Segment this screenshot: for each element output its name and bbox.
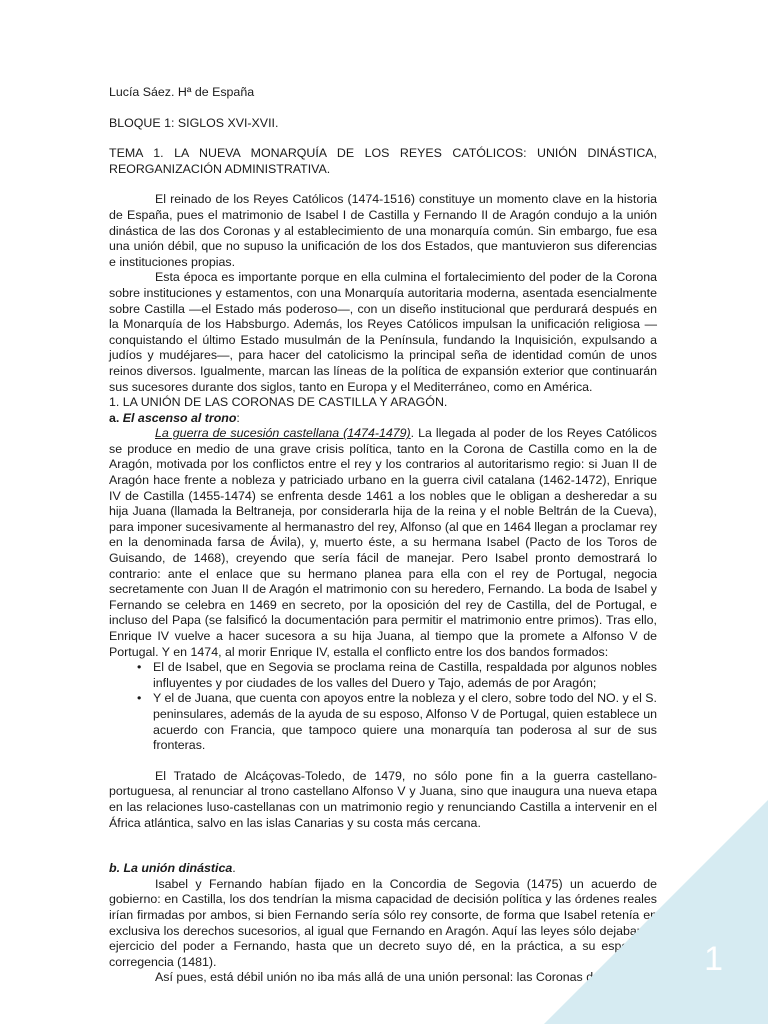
succession-war-text: . La llegada al poder de los Reyes Católicos se produce en medio de una grave crisis política, tanto en la Corona de Castilla como en la de Aragón, motivada por los conflictos entre el rey y los contrarios al autoritarismo regio: si Juan II de Aragón hace frente a nobleza y patriciado urbano en la guerra civil catalana (1462-1472), Enrique IV de Castilla (1455-1474) se enfrenta desde 1461 a los nobles que le obligan a desheredar a su hija Juana (llamada la Beltraneja, por considerarla hija de la reina y el noble Beltrán de la Cueva), para imponer sucesivamente al hermanastro del rey, Alfonso (al que en 1464 llegan a proclamar rey en la denominada farsa de Ávila), y, muerto éste, a su hermana Isabel (Pacto de los Toros de Guisando, de 1468), creyendo que sería fácil de manejar. Pero Isabel pronto demostrará lo contrario: ante el enlace que su hermano planea para ella con el rey de Portugal, negocia secretamente con Juan II de Aragón el matrimonio con su heredero, Fernando. La boda de Isabel y Fernando se celebra en 1469 en secreto, por la oposición del rey de Castilla, del de Portugal, e incluso del Papa (se falsificó la documentación para permitir el matrimonio entre primos). Tras ello, Enrique IV vuelve a hacer sucesora a su hija Juana, al tiempo que la promete a Alfonso V de Portugal. Y en 1474, al morir Enrique IV, estalla el conflicto entre los dos bandos formados: <box>109 426 658 659</box>
list-item <box>137 660 657 691</box>
intro-paragraph-1: El reinado de los Reyes Católicos (1474-1516) constituye un momento clave en la historia de España, pues el matrimonio de Isabel I de Castilla y Fernando II de Aragón condujo a la unión dinástica de las dos Coronas y al establecimiento de una monarquía común. Sin embargo, fue esa una unión débil, que no supuso la unificación de los dos Estados, que mantuvieron sus diferencias e instituciones propias. <box>109 192 657 269</box>
union-paragraph-1: Isabel y Fernando habían fijado en la Concordia de Segovia (1475) un acuerdo de gobierno: en Castilla, los dos tendrían la misma capacidad de decisión política y las órdenes reales irían firmadas por ambos, si bien Fernando sería sólo rey consorte, de forma que Isabel retenía en exclusiva los derechos sucesorios, al igual que Fernando en Aragón. Aquí las leyes sólo dejaban el ejercicio del poder a Fernando, hasta que un decreto suyo dé, en la práctica, a su esposa la corregencia (1481). <box>109 876 657 969</box>
list-item-text: El de Isabel, que en Segovia se proclama reina de Castilla, respaldada por algunos nobles influyentes y por ciudades de los valles del Duero y Tajo, además de por Aragón; <box>153 660 657 690</box>
list-item-text: Y el de Juana, que cuenta con apoyos entre la nobleza y el clero, sobre todo del NO. y el S. peninsulares, además de la ayuda de su esposo, Alfonso V de Portugal, quien establece un acuerdo con Francia, que tampoco quiere una monarquía tan poderosa al sur de sus fronteras. <box>153 691 657 753</box>
intro-paragraph-2: Esta época es importante porque en ella culmina el fortalecimiento del poder de la Corona sobre instituciones y estamentos, con una Monarquía autoritaria moderna, asentada esencialmente sobre Castilla —el Estado más poderoso—, con un diseño institucional que perdurará después en la Monarquía de los Habsburgo. Además, los Reyes Católicos impulsan la unificación religiosa —conquistando el último Estado musulmán de la Península, fundando la Inquisición, expulsando a judíos y mudéjares—, para hacer del catolicismo la principal seña de identidad común de unos reinos diversos. Igualmente, marcan las líneas de la política de expansión exterior que continuarán sus sucesores durante dos siglos, tanto en Europa y el Mediterráneo, como en América. <box>109 270 657 394</box>
bullet-icon: • <box>137 660 142 675</box>
subsection-a-suffix: : <box>236 410 240 425</box>
topic-title: TEMA 1. LA NUEVA MONARQUÍA DE LOS REYES CATÓLICOS: UNIÓN DINÁSTICA, REORGANIZACIÓN ADMINISTRATIVA. <box>109 146 657 176</box>
author-line: Lucía Sáez. Hª de España <box>109 85 255 99</box>
treaty-paragraph: El Tratado de Alcáçovas-Toledo, de 1479, no sólo pone fin a la guerra castellano-portuguesa, al renunciar al trono castellano Alfonso V y Juana, sino que inaugura una nueva etapa en las relaciones luso-castellanas con un matrimonio regio y renunciando Castilla a intervenir en el África atlántica, salvo en las islas Canarias y su costa más cercana. <box>109 768 657 830</box>
subsection-b-suffix: . <box>232 861 236 876</box>
subsection-a-prefix: a. <box>109 410 123 425</box>
page-number: 1 <box>704 940 723 978</box>
bullet-icon: • <box>137 691 142 706</box>
section-1-heading: 1. LA UNIÓN DE LAS CORONAS DE CASTILLA Y ARAGÓN. <box>109 395 448 410</box>
block-title: BLOQUE 1: SIGLOS XVI-XVII. <box>109 115 279 130</box>
union-paragraph-2: Así pues, está débil unión no iba más allá de una unión personal: las Coronas de Aragón <box>155 970 643 985</box>
subsection-a-heading <box>109 411 657 427</box>
succession-war-paragraph <box>109 426 657 660</box>
subsection-a-title: El ascenso al trono <box>122 410 237 425</box>
subsection-b-title: b. La unión dinástica <box>109 861 233 876</box>
factions-list <box>109 660 657 754</box>
corner-decoration <box>544 800 768 1024</box>
succession-war-title: La guerra de sucesión castellana (1474-1479) <box>155 426 411 441</box>
list-item <box>137 691 657 753</box>
